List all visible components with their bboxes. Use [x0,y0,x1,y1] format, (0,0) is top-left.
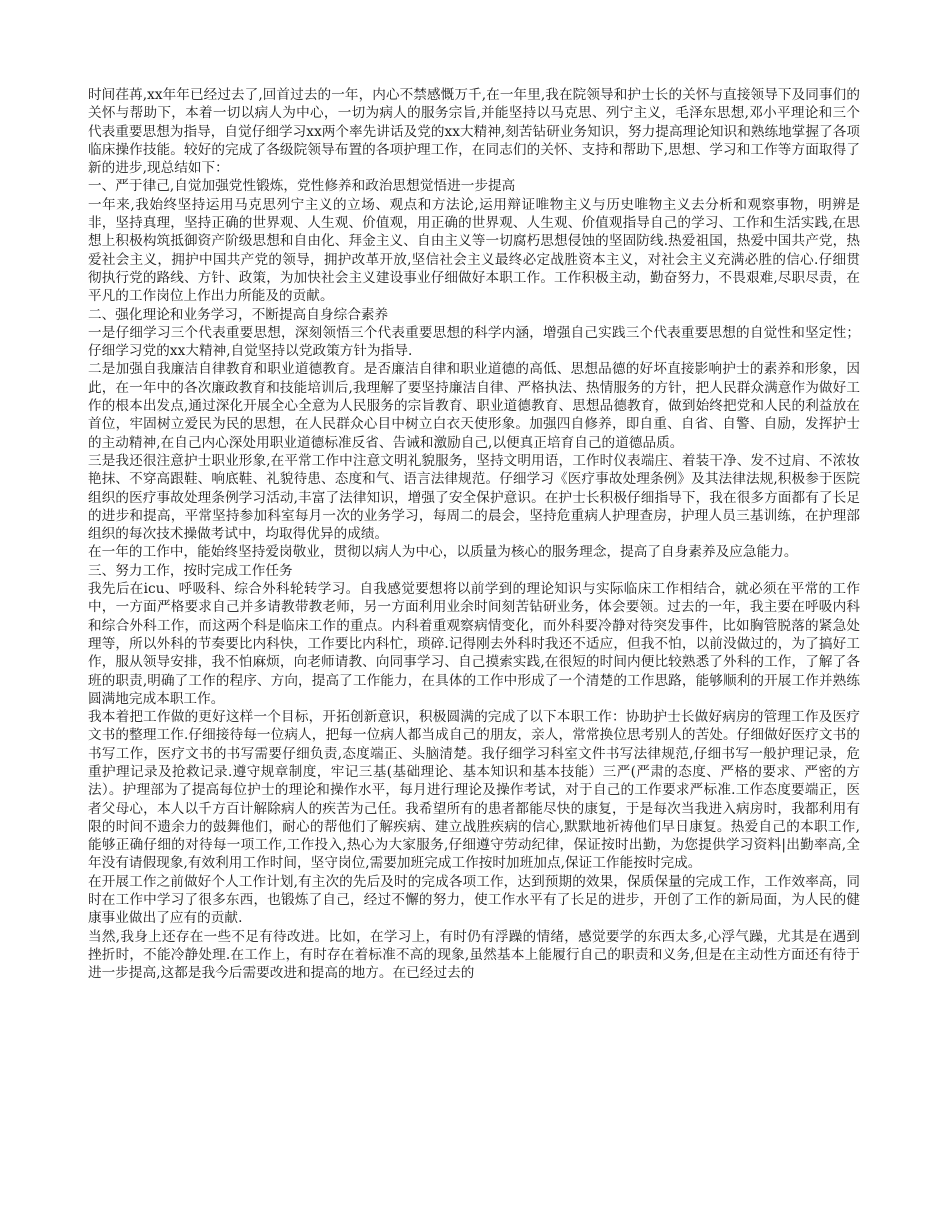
section-2-paragraph-3: 三是我还很注意护士职业形象,在平常工作中注意文明礼貌服务，坚持文明用语，工作时仪表端庄、着装干净、发不过肩、不浓妆艳抹、不穿高跟鞋、响底鞋、礼貌待患、态度和气、语言法律规范。仔细学习《医疗事故处理条例》及其法律法规,积极参于医院组织的医疗事故处理条例学习活动,丰富了法律知识，增强了安全保护意识。在护士长积极仔细指导下，我在很多方面都有了长足的进步和提高，平常坚持参加科室每月一次的业务学习，每周二的晨会，坚持危重病人护理查房，护理人员三基训练，在护理部组织的每次技术操做考试中，均取得优异的成绩。 [88,452,860,543]
document-body [88,86,860,983]
section-heading-2: 二、强化理论和业务学习，不断提高自身综合素养 [88,306,389,323]
intro-paragraph: 时间荏苒,xx年年已经过去了,回首过去的一年，内心不禁感慨万千,在一年里,我在院领导和护士长的关怀与直接领导下及同事们的关怀与帮助下，本着一切以病人为中心，一切为病人的服务宗旨,并能坚持以马克思、列宁主义，毛泽东思想,邓小平理论和三个代表重要思想为指导，自觉仔细学习xx两个率先讲话及党的xx大精神,刻苦钻研业务知识，努力提高理论知识和熟练地掌握了各项临床操作技能。较好的完成了各级院领导布置的各项护理工作，在同志们的关怀、支持和帮助下,思想、学习和工作等方面取得了新的进步,现总结如下： [88,87,860,177]
section-3-paragraph-1: 我先后在icu、呼吸科、综合外科轮转学习。自我感觉要想将以前学到的理论知识与实际临床工作相结合，就必须在平常的工作中，一方面严格要求自己并多请教带教老师，另一方面利用业余时间刻苦钻研业务，体会要领。过去的一年，我主要在呼吸内科和综合外科工作，而这两个科是临床工作的重点。内科着重观察病情变化，而外科要冷静对待突发事件，比如胸管脱落的紧急处理等，所以外科的节奏要比内科快，工作要比内科忙，琐碎.记得刚去外科时我还不适应，但我不怕，以前没做过的，为了搞好工作，服从领导安排，我不怕麻烦，向老师请教、向同事学习、自己摸索实践,在很短的时间内便比较熟悉了外科的工作，了解了各班的职责,明确了工作的程序、方向，提高了工作能力，在具体的工作中形成了一个清楚的工作思路，能够顺利的开展工作并熟练圆满地完成本职工作。 [88,581,860,707]
section-heading-3: 三、努力工作，按时完成工作任务 [88,562,293,579]
section-3-paragraph-3: 在开展工作之前做好个人工作计划,有主次的先后及时的完成各项工作，达到预期的效果，保质保量的完成工作，工作效率高，同时在工作中学习了很多东西，也锻炼了自己，经过不懈的努力，使工作水平有了长足的进步，开创了工作的新局面，为人民的健康事业做出了应有的贡献. [88,873,860,927]
section-2-paragraph-4: 在一年的工作中，能始终坚持爱岗敬业，贯彻以病人为中心，以质量为核心的服务理念，提高了自身素养及应急能力。 [88,544,798,561]
section-2-paragraph-1: 一是仔细学习三个代表重要思想，深刻领悟三个代表重要思想的科学内涵，增强自己实践三个代表重要思想的自觉性和坚定性；仔细学习党的xx大精神,自觉坚持以党政策方针为指导. [88,324,860,360]
section-2-paragraph-2: 二是加强自我廉洁自律教育和职业道德教育。是否廉洁自律和职业道德的高低、思想品德的好坏直接影响护士的素养和形象，因此，在一年中的各次廉政教育和技能培训后,我理解了要坚持廉洁自律、严格执法、热情服务的方针，把人民群众满意作为做好工作的根本出发点,通过深化开展全心全意为人民服务的宗旨教育、职业道德教育、思想品德教育，做到始终把党和人民的利益放在首位，牢固树立爱民为民的思想，在人民群众心目中树立白衣天使形象。加强四自修养，即自重、自省、自警、自励，发挥护士的主动精神,在自己内心深处用职业道德标准反省、告诫和激励自己,以便真正培育自己的道德品质。 [88,361,860,451]
section-heading-1: 一、严于律己,自觉加强党性锻炼，党性修养和政治思想觉悟进一步提高 [88,178,516,195]
section-3-paragraph-2: 我本着把工作做的更好这样一个目标，开拓创新意识，积极圆满的完成了以下本职工作：协助护士长做好病房的管理工作及医疗文书的整理工作.仔细接待每一位病人，把每一位病人都当成自己的朋友，亲人，常常换位思考别人的苦处。仔细做好医疗文书的书写工作，医疗文书的书写需要仔细负责,态度端正、头脑清楚。我仔细学习科室文件书写法律规范,仔细书写一般护理记录，危重护理记录及抢救记录.遵守规章制度，牢记三基(基础理论、基本知识和基本技能）三严(严肃的态度、严格的要求、严密的方法）。护理部为了提高每位护士的理论和操作水平，每月进行理论及操作考试，对于自己的工作要求严标准.工作态度要端正，医者父母心，本人以千方百计解除病人的疾苦为己任。我希望所有的患者都能尽快的康复，于是每次当我进入病房时，我都利用有限的时间不遗余力的鼓舞他们，耐心的帮他们了解疾病、建立战胜疾病的信心,默默地祈祷他们早日康复。热爱自己的本职工作,能够正确仔细的对待每一项工作,工作投入,热心为大家服务,仔细遵守劳动纪律，保证按时出勤，为您提供学习资料|出勤率高,全年没有请假现象,有效利用工作时间，坚守岗位,需要加班完成工作按时加班加点,保证工作能按时完成。 [88,709,860,872]
section-1-paragraph: 一年来,我始终坚持运用马克思列宁主义的立场、观点和方法论,运用辩证唯物主义与历史唯物主义去分析和观察事物，明辨是非，坚持真理，坚持正确的世界观、人生观、价值观，用正确的世界观、人生观、价值观指导自己的学习、工作和生活实践,在思想上积极构筑抵御资产阶级思想和自由化、拜金主义、自由主义等一切腐朽思想侵蚀的坚固防线.热爱祖国，热爱中国共产党，热爱社会主义，拥护中国共产党的领导，拥护改革开放,坚信社会主义最终必定战胜资本主义，对社会主义充满必胜的信心.仔细贯彻执行党的路线、方针、政策，为加快社会主义建设事业仔细做好本职工作。工作积极主动，勤奋努力，不畏艰难,尽职尽责，在平凡的工作岗位上作出力所能及的贡献。 [88,196,860,305]
closing-paragraph: 当然,我身上还存在一些不足有待改进。比如，在学习上，有时仍有浮躁的情绪，感觉要学的东西太多,心浮气躁，尤其是在遇到挫折时，不能冷静处理.在工作上，有时存在着标准不高的现象,虽然基本上能履行自己的职责和义务,但是在主动性方面还有待于进一步提高,这都是我今后需要改进和提高的地方。在已经过去的 [88,928,860,982]
